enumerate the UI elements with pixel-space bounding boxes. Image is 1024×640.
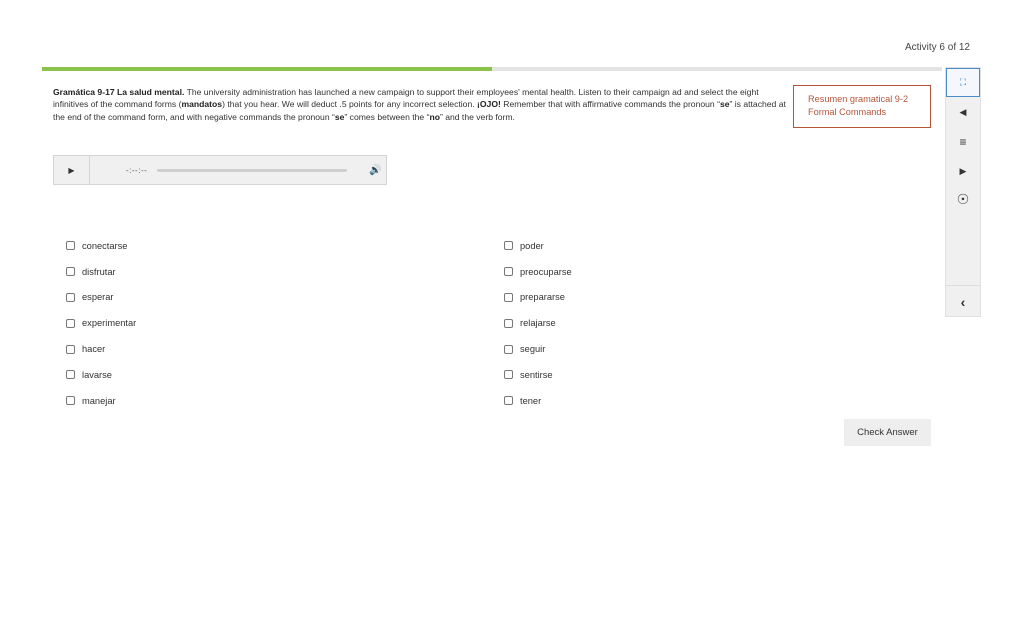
collapse-icon[interactable]: ‹ [960,294,966,310]
instr-text-6: ” and the verb form. [439,111,515,122]
option-disfrutar[interactable] [66,259,136,285]
audio-player [53,155,387,185]
checkbox[interactable] [66,293,75,302]
instructions [53,86,793,123]
check-answer-button[interactable]: Check Answer [844,419,931,446]
next-icon[interactable]: ▶ [959,165,967,176]
checkbox[interactable] [504,241,513,250]
side-toolbar [945,67,981,317]
option-sentirse[interactable] [504,362,572,388]
option-label: relajarse [520,318,556,329]
option-label: prepararse [520,292,565,303]
option-esperar[interactable] [66,285,136,311]
checkbox[interactable] [504,267,513,276]
option-prepararse[interactable] [504,285,572,311]
instr-text-4: ” is attached at the end of the command form, and with negative commands the pronoun “ [53,99,786,122]
audio-time: -:--:-- [126,165,148,175]
options-column-right [504,233,572,414]
instr-text-2: ) that you hear. We will deduct .5 points for any incorrect selection. [222,99,477,110]
option-poder[interactable] [504,233,572,259]
progress-bar [42,67,942,71]
option-label: poder [520,240,544,251]
option-label: experimentar [82,318,137,329]
option-label: conectarse [82,240,128,251]
checkbox[interactable] [504,396,513,405]
option-seguir[interactable] [504,336,572,362]
options-column-left [66,233,136,414]
option-experimentar[interactable] [66,310,136,336]
activity-counter: Activity 6 of 12 [904,42,970,53]
option-manejar[interactable] [66,388,136,414]
progress-fill [42,67,492,71]
instr-mandatos: mandatos [181,99,223,110]
option-label: manejar [82,395,116,406]
instr-se-1: se [719,99,730,110]
instr-text-3: Remember that with affirmative commands the pronoun “ [500,99,720,110]
checkbox[interactable] [504,319,513,328]
activity-title: Gramática 9-17 La salud mental. [53,87,185,97]
grammar-summary-button[interactable] [793,85,931,128]
accessibility-icon[interactable]: ☉ [956,190,970,207]
option-preocuparse[interactable] [504,259,572,285]
checkbox[interactable] [504,345,513,354]
option-label: tener [520,395,542,406]
option-label: hacer [82,344,106,355]
checkbox[interactable] [66,267,75,276]
grammar-summary-line1: Resumen gramatical 9-2 [808,94,909,104]
option-conectarse[interactable] [66,233,136,259]
option-label: seguir [520,344,546,355]
instr-text-5: ” comes between the “ [344,111,430,122]
option-label: lavarse [82,369,112,380]
checkbox[interactable] [66,345,75,354]
instr-text-1: The university administration has launched a new campaign to support their employees' mental health. Listen to their campaign ad and select the eight infinitives of the command forms ( [53,87,759,110]
checkbox[interactable] [66,396,75,405]
option-label: sentirse [520,369,553,380]
play-icon[interactable]: ▶ [54,156,90,184]
previous-icon[interactable]: ◀ [959,106,967,117]
instr-se-2: se [334,111,345,122]
option-hacer[interactable] [66,336,136,362]
volume-icon[interactable]: 🔊 [369,164,382,176]
option-label: preocuparse [520,266,572,277]
grammar-summary-line2: Formal Commands [808,107,887,117]
option-lavarse[interactable] [66,362,136,388]
sidebar-divider [946,285,980,286]
checkbox[interactable] [66,241,75,250]
menu-icon[interactable]: ≡ [959,135,967,149]
fullscreen-icon[interactable]: ⛶ [946,68,980,97]
checkbox[interactable] [504,370,513,379]
instr-ojo: ¡OJO! [477,99,501,110]
audio-seek-bar[interactable] [157,169,347,172]
instr-no: no [429,111,440,122]
option-tener[interactable] [504,388,572,414]
option-relajarse[interactable] [504,310,572,336]
option-label: esperar [82,292,114,303]
checkbox[interactable] [504,293,513,302]
checkbox[interactable] [66,319,75,328]
checkbox[interactable] [66,370,75,379]
option-label: disfrutar [82,266,116,277]
